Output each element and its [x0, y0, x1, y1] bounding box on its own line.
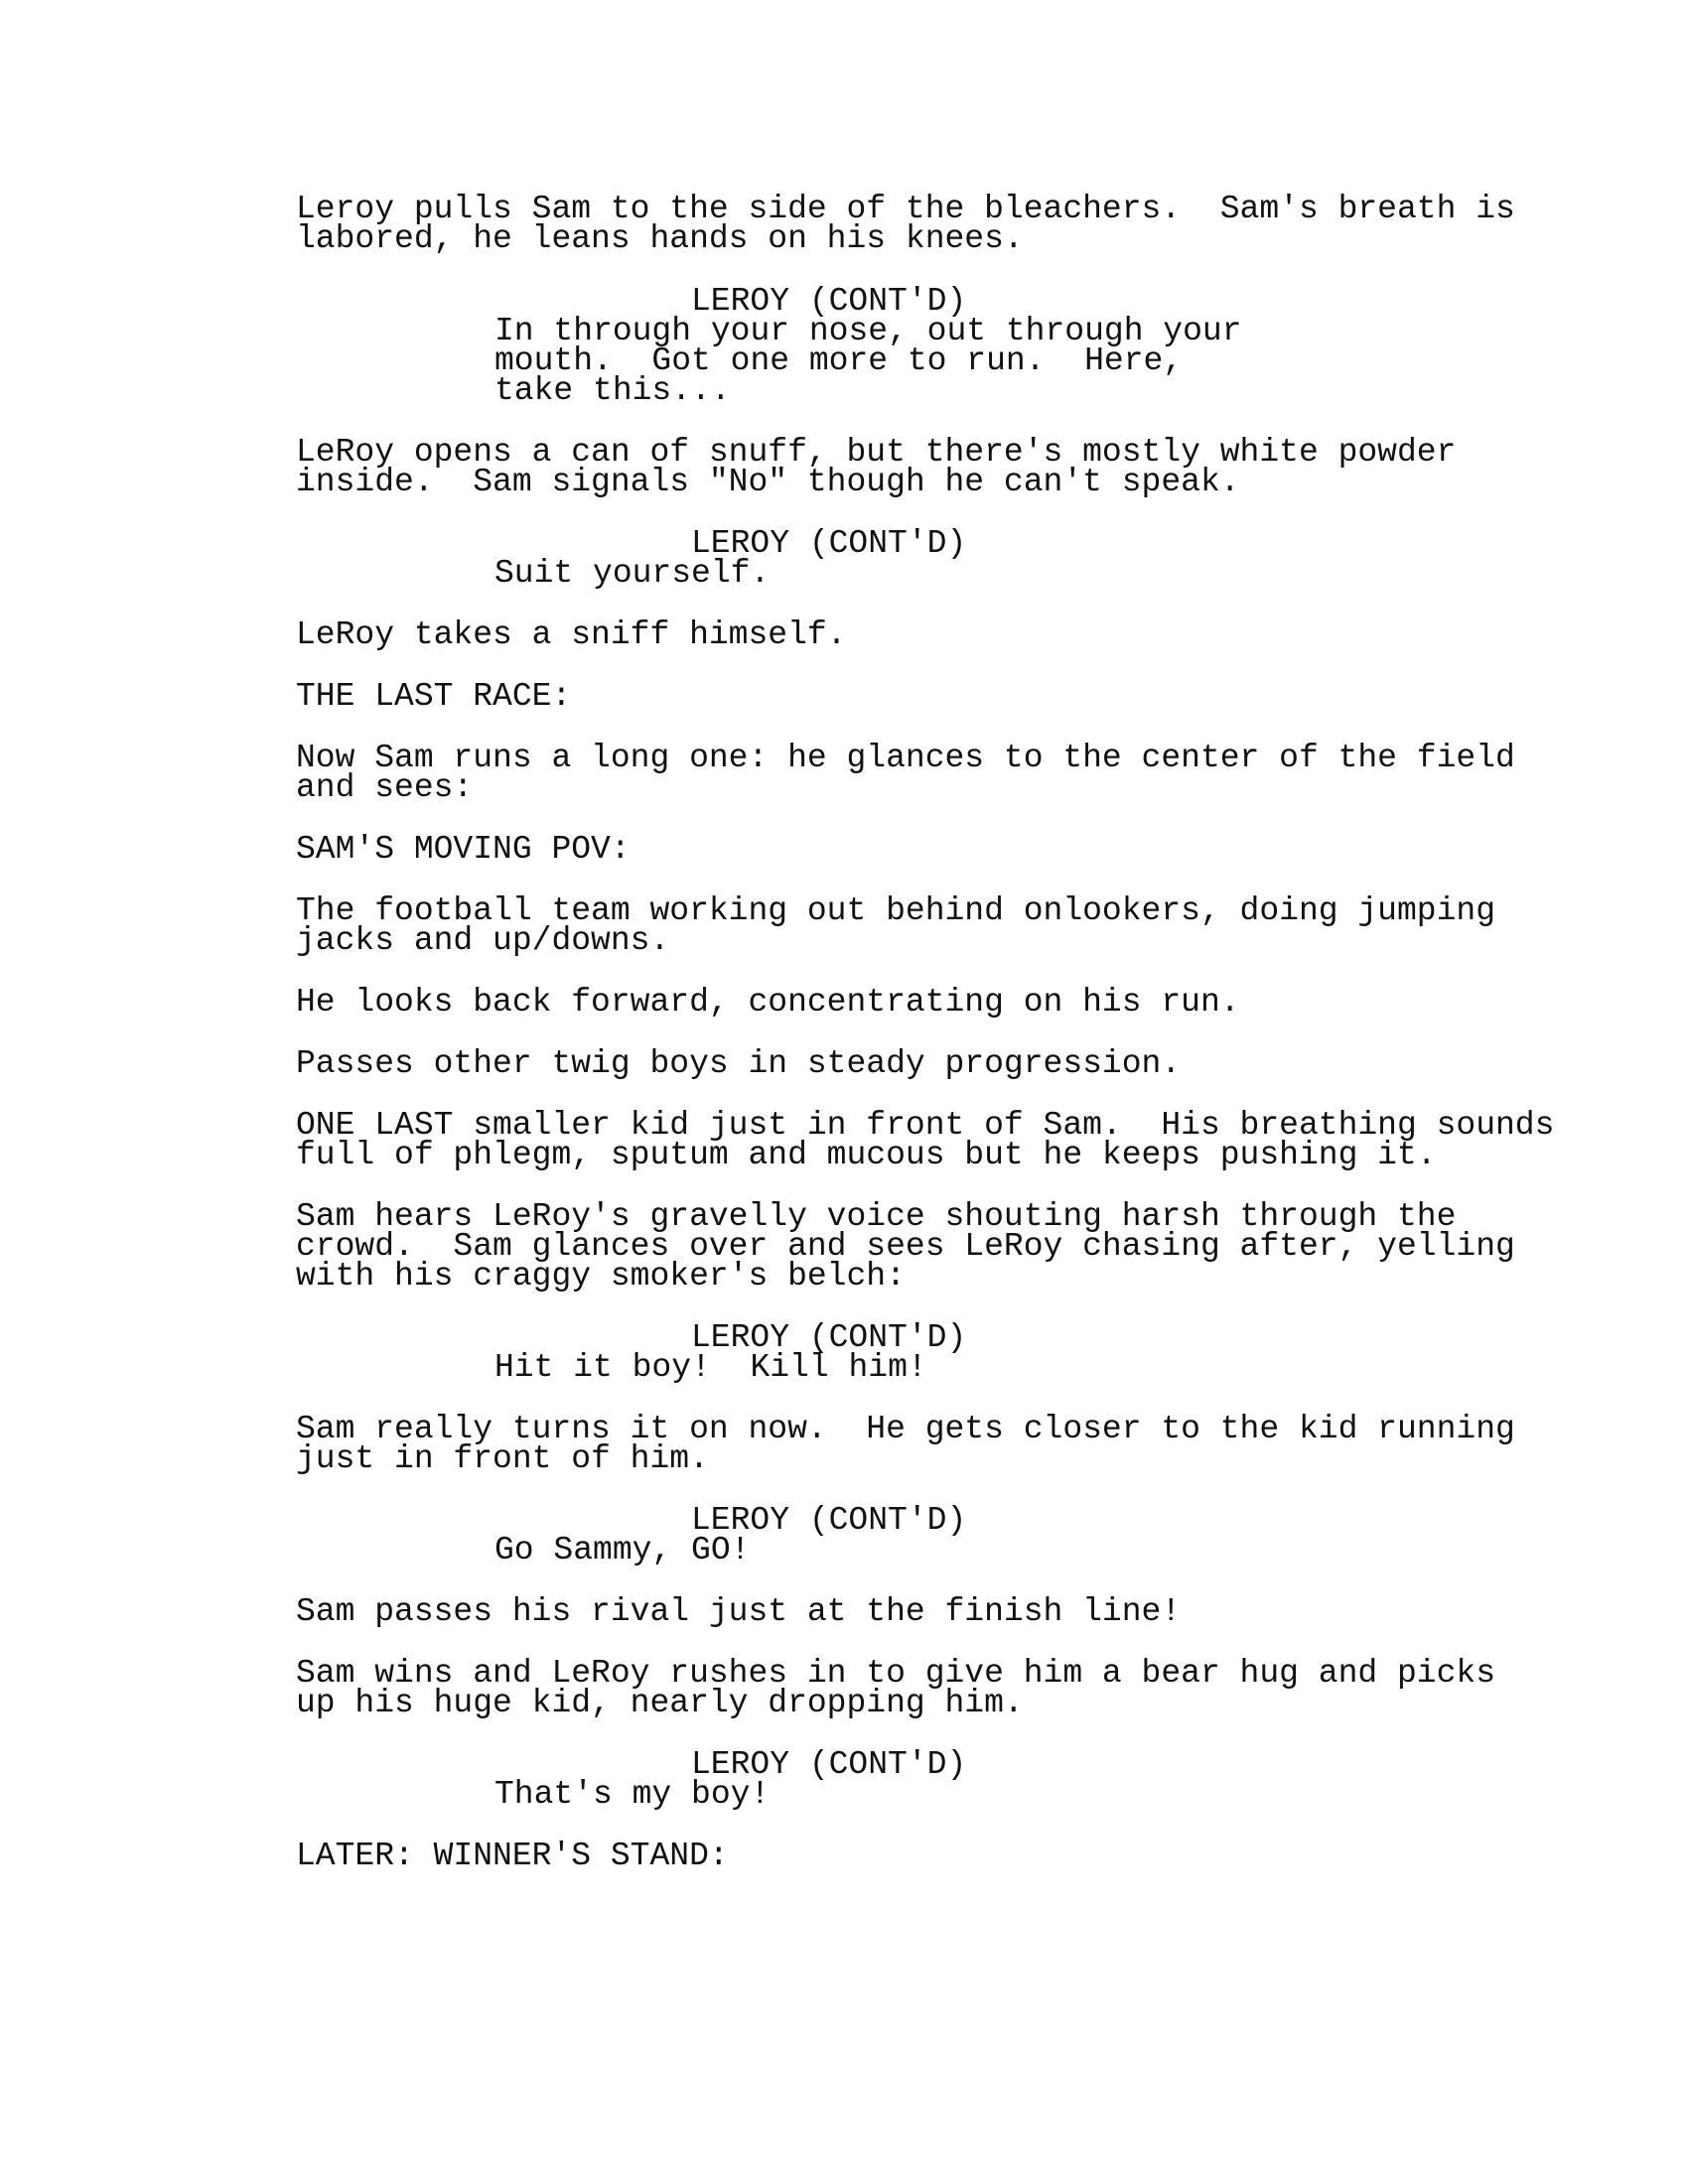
- action-line: The football team working out behind onlookers, doing jumping jacks and up/downs.: [296, 892, 1495, 959]
- character-cue: LEROY (CONT'D): [691, 525, 967, 562]
- action-line: He looks back forward, concentrating on his run.: [296, 984, 1240, 1021]
- character-cue: LEROY (CONT'D): [691, 283, 967, 320]
- action-line: Sam passes his rival just at the finish line!: [296, 1593, 1182, 1630]
- character-cue: LEROY (CONT'D): [691, 1319, 967, 1356]
- scene-heading: THE LAST RACE:: [296, 678, 572, 715]
- action-line: Now Sam runs a long one: he glances to the center of the field and sees:: [296, 740, 1515, 806]
- dialogue-line: Suit yourself.: [494, 555, 771, 592]
- dialogue-line: Hit it boy! Kill him!: [494, 1349, 927, 1386]
- character-cue: LEROY (CONT'D): [691, 1502, 967, 1539]
- dialogue-line: In through your nose, out through your mouth. Got one more to run. Here, take this...: [494, 313, 1242, 409]
- dialogue-line: Go Sammy, GO!: [494, 1532, 751, 1569]
- action-line: LeRoy opens a can of snuff, but there's mostly white powder inside. Sam signals "No" though he can't speak.: [296, 434, 1457, 500]
- action-line: Sam hears LeRoy's gravelly voice shouting harsh through the crowd. Sam glances over and sees LeRoy chasing after, yelling with his craggy smoker's belch:: [296, 1198, 1515, 1295]
- action-line: ONE LAST smaller kid just in front of Sam. His breathing sounds full of phlegm, sputum and mucous but he keeps pushing it.: [296, 1107, 1555, 1173]
- scene-heading: LATER: WINNER'S STAND:: [296, 1838, 729, 1874]
- action-line: Sam really turns it on now. He gets closer to the kid running just in front of him.: [296, 1411, 1515, 1477]
- scene-heading: SAM'S MOVING POV:: [296, 831, 631, 868]
- action-line: LeRoy takes a sniff himself.: [296, 616, 847, 653]
- character-cue: LEROY (CONT'D): [691, 1746, 967, 1783]
- action-line: Leroy pulls Sam to the side of the bleachers. Sam's breath is labored, he leans hands on his knees.: [296, 191, 1515, 257]
- action-line: Sam wins and LeRoy rushes in to give him a bear hug and picks up his huge kid, nearly dropping him.: [296, 1655, 1495, 1721]
- dialogue-line: That's my boy!: [494, 1776, 771, 1813]
- action-line: Passes other twig boys in steady progression.: [296, 1045, 1182, 1082]
